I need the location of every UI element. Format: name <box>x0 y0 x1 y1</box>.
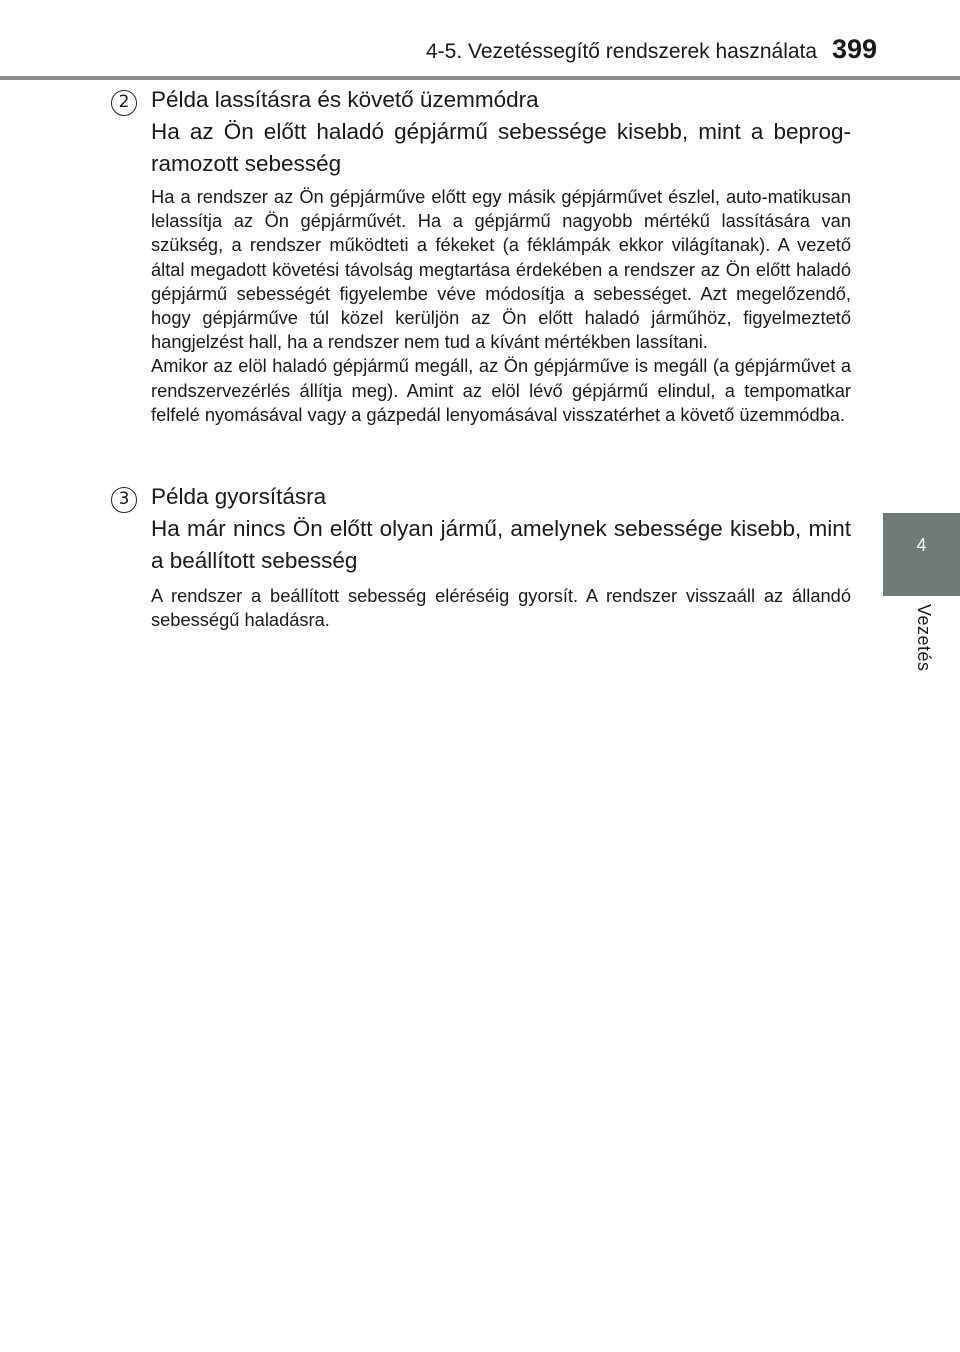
section-heading-title: Példa lassításra és követő üzemmódra <box>151 87 539 112</box>
section-heading-title: Példa gyorsításra <box>151 484 327 509</box>
section-body <box>151 185 851 427</box>
chapter-tab <box>883 513 960 596</box>
step-number-badge: 3 <box>111 487 137 513</box>
page-number: 399 <box>832 34 878 64</box>
page-header <box>0 0 960 80</box>
chapter-label: Vezetés <box>914 604 934 672</box>
section-title: 4-5. Vezetéssegítő rendszerek használata <box>426 40 818 63</box>
section-heading-subtitle: Ha már nincs Ön előtt olyan jármű, amelynek sebessége kisebb, mint a beállított sebesség <box>151 516 851 573</box>
header-divider <box>0 76 960 80</box>
body-paragraph: A rendszer a beállított sebesség eléréséig gyorsít. A rendszer visszaáll az állandó sebességű haladásra. <box>151 585 851 631</box>
step-number-badge: 2 <box>111 90 137 116</box>
chapter-number: 4 <box>916 535 927 555</box>
body-paragraph: Amikor az elöl haladó gépjármű megáll, az Ön gépjárműve is megáll (a gépjárművet a rendszervezérlés állítja meg). Amint az elöl lévő gépjármű elindul, a tempomatkar felfelé nyomásával vagy a gázpedál lenyomásával visszatérhet a követő üzemmódba. <box>151 355 851 425</box>
section-body <box>151 584 851 632</box>
body-paragraph: Ha a rendszer az Ön gépjárműve előtt egy másik gépjárművet észlel, auto-matikusan lelassítja az Ön gépjárművét. Ha a gépjármű nagyobb mértékű lassítására van szükség, a rendszer működteti a fékeket (a féklámpák ekkor világítanak). A vezető által megadott követési távolság megtartása érdekében a rendszer az Ön előtt haladó gépjármű sebességét figyelembe véve módosítja a sebességet. Azt megelőzendő, hogy gépjárműve túl közel kerüljön az Ön előtt haladó járműhöz, figyelmeztető hangjelzést hall, ha a rendszer nem tud a kívánt mértékben lassítani. <box>151 186 851 353</box>
section-heading <box>151 481 851 577</box>
section-heading-subtitle: Ha az Ön előtt haladó gépjármű sebessége kisebb, mint a beprog-ramozott sebesség <box>151 119 851 176</box>
section-heading <box>151 84 851 180</box>
